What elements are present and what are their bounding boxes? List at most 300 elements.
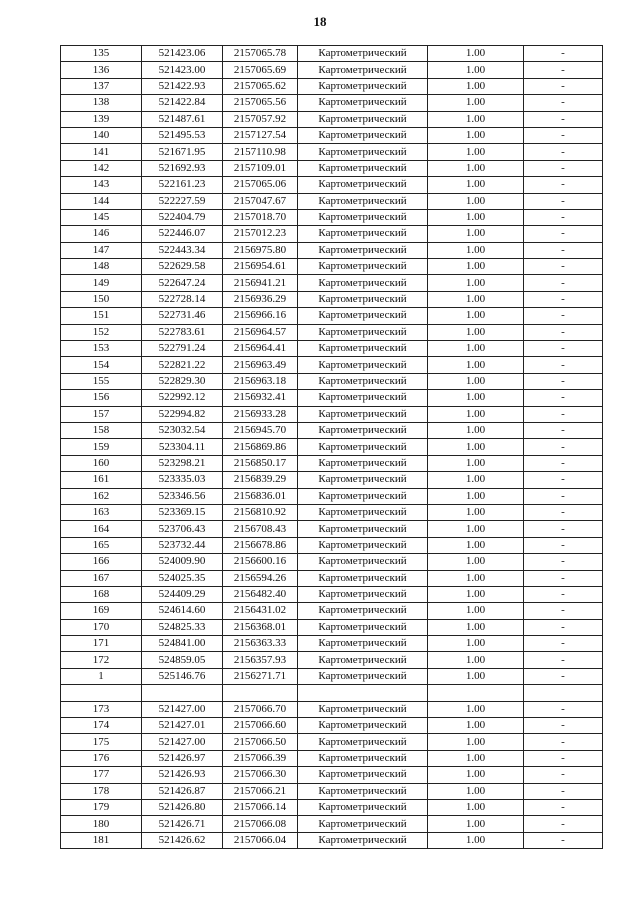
x-coordinate-cell: 522227.59 xyxy=(142,193,223,209)
x-coordinate-cell: 522446.07 xyxy=(142,226,223,242)
table-row xyxy=(61,488,603,504)
accuracy-cell: 1.00 xyxy=(428,652,524,668)
accuracy-cell: 1.00 xyxy=(428,439,524,455)
point-number-cell: 162 xyxy=(61,488,142,504)
accuracy-cell: 1.00 xyxy=(428,668,524,684)
description-cell: - xyxy=(524,718,603,734)
method-cell: Картометрический xyxy=(298,62,428,78)
point-number-cell: 163 xyxy=(61,504,142,520)
coordinates-table-body xyxy=(61,46,603,849)
x-coordinate-cell: 522783.61 xyxy=(142,324,223,340)
y-coordinate-cell: 2156963.18 xyxy=(223,373,298,389)
description-cell: - xyxy=(524,750,603,766)
table-row xyxy=(61,111,603,127)
x-coordinate-cell: 521422.84 xyxy=(142,95,223,111)
y-coordinate-cell: 2157065.56 xyxy=(223,95,298,111)
point-number-cell: 141 xyxy=(61,144,142,160)
method-cell: Картометрический xyxy=(298,111,428,127)
x-coordinate-cell: 521423.06 xyxy=(142,46,223,62)
method-cell: Картометрический xyxy=(298,242,428,258)
x-coordinate-cell: 522821.22 xyxy=(142,357,223,373)
accuracy-cell: 1.00 xyxy=(428,62,524,78)
method-cell: Картометрический xyxy=(298,46,428,62)
method-cell: Картометрический xyxy=(298,472,428,488)
point-number-cell: 153 xyxy=(61,341,142,357)
description-cell: - xyxy=(524,570,603,586)
x-coordinate-cell: 524025.35 xyxy=(142,570,223,586)
method-cell: Картометрический xyxy=(298,209,428,225)
point-number-cell: 168 xyxy=(61,586,142,602)
description-cell: - xyxy=(524,619,603,635)
x-coordinate-cell: 522443.34 xyxy=(142,242,223,258)
x-coordinate-cell: 522728.14 xyxy=(142,291,223,307)
x-coordinate-cell: 523032.54 xyxy=(142,422,223,438)
method-cell: Картометрический xyxy=(298,259,428,275)
x-coordinate-cell: 523732.44 xyxy=(142,537,223,553)
table-row xyxy=(61,439,603,455)
description-cell: - xyxy=(524,177,603,193)
y-coordinate-cell: 2156836.01 xyxy=(223,488,298,504)
method-cell: Картометрический xyxy=(298,291,428,307)
y-coordinate-cell: 2156945.70 xyxy=(223,422,298,438)
x-coordinate-cell: 523304.11 xyxy=(142,439,223,455)
x-coordinate-cell: 521426.71 xyxy=(142,816,223,832)
y-coordinate-cell: 2156975.80 xyxy=(223,242,298,258)
y-coordinate-cell: 2157066.39 xyxy=(223,750,298,766)
y-coordinate-cell: 2156964.41 xyxy=(223,341,298,357)
method-cell: Картометрический xyxy=(298,193,428,209)
method-cell: Картометрический xyxy=(298,226,428,242)
method-cell: Картометрический xyxy=(298,554,428,570)
accuracy-cell: 1.00 xyxy=(428,783,524,799)
description-cell: - xyxy=(524,603,603,619)
accuracy-cell: 1.00 xyxy=(428,504,524,520)
accuracy-cell: 1.00 xyxy=(428,209,524,225)
y-coordinate-cell: 2156954.61 xyxy=(223,259,298,275)
accuracy-cell: 1.00 xyxy=(428,259,524,275)
method-cell: Картометрический xyxy=(298,537,428,553)
accuracy-cell: 1.00 xyxy=(428,46,524,62)
point-number-cell: 152 xyxy=(61,324,142,340)
method-cell: Картометрический xyxy=(298,373,428,389)
point-number-cell: 165 xyxy=(61,537,142,553)
method-cell: Картометрический xyxy=(298,701,428,717)
description-cell: - xyxy=(524,78,603,94)
y-coordinate-cell: 2157109.01 xyxy=(223,160,298,176)
method-cell: Картометрический xyxy=(298,177,428,193)
x-coordinate-cell: 521423.00 xyxy=(142,62,223,78)
table-row xyxy=(61,357,603,373)
y-coordinate-cell: 2156869.86 xyxy=(223,439,298,455)
point-number-cell: 167 xyxy=(61,570,142,586)
method-cell: Картометрический xyxy=(298,718,428,734)
accuracy-cell: 1.00 xyxy=(428,816,524,832)
point-number-cell: 135 xyxy=(61,46,142,62)
accuracy-cell: 1.00 xyxy=(428,619,524,635)
table-row xyxy=(61,701,603,717)
x-coordinate-cell: 521671.95 xyxy=(142,144,223,160)
table-row xyxy=(61,95,603,111)
accuracy-cell: 1.00 xyxy=(428,177,524,193)
table-row xyxy=(61,799,603,815)
x-coordinate-cell: 521495.53 xyxy=(142,127,223,143)
description-cell: - xyxy=(524,668,603,684)
y-coordinate-cell: 2156600.16 xyxy=(223,554,298,570)
x-coordinate-cell: 523369.15 xyxy=(142,504,223,520)
accuracy-cell: 1.00 xyxy=(428,521,524,537)
table-row xyxy=(61,521,603,537)
description-cell: - xyxy=(524,46,603,62)
accuracy-cell: 1.00 xyxy=(428,636,524,652)
accuracy-cell: 1.00 xyxy=(428,144,524,160)
x-coordinate-cell: 525146.76 xyxy=(142,668,223,684)
y-coordinate-cell: 2156271.71 xyxy=(223,668,298,684)
method-cell: Картометрический xyxy=(298,799,428,815)
method-cell: Картометрический xyxy=(298,455,428,471)
y-coordinate-cell: 2157066.60 xyxy=(223,718,298,734)
x-coordinate-cell: 521427.00 xyxy=(142,734,223,750)
method-cell: Картометрический xyxy=(298,652,428,668)
method-cell: Картометрический xyxy=(298,619,428,635)
method-cell: Картометрический xyxy=(298,734,428,750)
y-coordinate-cell: 2156936.29 xyxy=(223,291,298,307)
table-row xyxy=(61,619,603,635)
accuracy-cell: 1.00 xyxy=(428,390,524,406)
y-coordinate-cell: 2156368.01 xyxy=(223,619,298,635)
y-coordinate-cell: 2157110.98 xyxy=(223,144,298,160)
description-cell: - xyxy=(524,783,603,799)
description-cell: - xyxy=(524,799,603,815)
y-coordinate-cell: 2157066.14 xyxy=(223,799,298,815)
accuracy-cell: 1.00 xyxy=(428,832,524,848)
description-cell: - xyxy=(524,193,603,209)
description-cell: - xyxy=(524,275,603,291)
point-number-cell: 151 xyxy=(61,308,142,324)
table-row xyxy=(61,816,603,832)
point-number-cell: 146 xyxy=(61,226,142,242)
method-cell: Картометрический xyxy=(298,341,428,357)
table-row xyxy=(61,78,603,94)
accuracy-cell: 1.00 xyxy=(428,111,524,127)
coordinates-table xyxy=(60,45,603,849)
y-coordinate-cell: 2157065.62 xyxy=(223,78,298,94)
description-cell: - xyxy=(524,341,603,357)
description-cell: - xyxy=(524,357,603,373)
y-coordinate-cell: 2156363.33 xyxy=(223,636,298,652)
table-row xyxy=(61,783,603,799)
description-cell: - xyxy=(524,652,603,668)
point-number-cell: 149 xyxy=(61,275,142,291)
table-row xyxy=(61,668,603,684)
table-row xyxy=(61,636,603,652)
point-number-cell: 164 xyxy=(61,521,142,537)
description-cell: - xyxy=(524,160,603,176)
description-cell: - xyxy=(524,488,603,504)
point-number-cell: 171 xyxy=(61,636,142,652)
table-row xyxy=(61,291,603,307)
method-cell xyxy=(298,685,428,701)
point-number-cell: 175 xyxy=(61,734,142,750)
description-cell: - xyxy=(524,537,603,553)
x-coordinate-cell: 521427.00 xyxy=(142,701,223,717)
y-coordinate-cell: 2156839.29 xyxy=(223,472,298,488)
table-row xyxy=(61,46,603,62)
x-coordinate-cell: 521487.61 xyxy=(142,111,223,127)
point-number-cell: 174 xyxy=(61,718,142,734)
description-cell: - xyxy=(524,390,603,406)
y-coordinate-cell: 2156850.17 xyxy=(223,455,298,471)
y-coordinate-cell: 2157066.04 xyxy=(223,832,298,848)
table-row xyxy=(61,652,603,668)
point-number-cell: 179 xyxy=(61,799,142,815)
x-coordinate-cell: 522647.24 xyxy=(142,275,223,291)
description-cell: - xyxy=(524,734,603,750)
table-row xyxy=(61,570,603,586)
table-row xyxy=(61,472,603,488)
description-cell: - xyxy=(524,521,603,537)
point-number-cell: 161 xyxy=(61,472,142,488)
point-number-cell: 138 xyxy=(61,95,142,111)
description-cell: - xyxy=(524,554,603,570)
x-coordinate-cell: 521426.80 xyxy=(142,799,223,815)
y-coordinate-cell: 2156963.49 xyxy=(223,357,298,373)
accuracy-cell: 1.00 xyxy=(428,537,524,553)
y-coordinate-cell: 2156431.02 xyxy=(223,603,298,619)
description-cell: - xyxy=(524,504,603,520)
method-cell: Картометрический xyxy=(298,308,428,324)
accuracy-cell: 1.00 xyxy=(428,308,524,324)
description-cell: - xyxy=(524,95,603,111)
method-cell: Картометрический xyxy=(298,406,428,422)
point-number-cell: 154 xyxy=(61,357,142,373)
x-coordinate-cell: 521426.93 xyxy=(142,767,223,783)
accuracy-cell: 1.00 xyxy=(428,373,524,389)
table-row xyxy=(61,406,603,422)
accuracy-cell: 1.00 xyxy=(428,603,524,619)
table-row xyxy=(61,259,603,275)
table-row xyxy=(61,62,603,78)
description-cell: - xyxy=(524,291,603,307)
point-number-cell: 140 xyxy=(61,127,142,143)
x-coordinate-cell: 524009.90 xyxy=(142,554,223,570)
table-row xyxy=(61,586,603,602)
table-row xyxy=(61,275,603,291)
point-number-cell: 166 xyxy=(61,554,142,570)
y-coordinate-cell: 2157065.06 xyxy=(223,177,298,193)
description-cell: - xyxy=(524,111,603,127)
method-cell: Картометрический xyxy=(298,586,428,602)
y-coordinate-cell: 2157066.50 xyxy=(223,734,298,750)
y-coordinate-cell: 2156810.92 xyxy=(223,504,298,520)
y-coordinate-cell: 2156932.41 xyxy=(223,390,298,406)
y-coordinate-cell xyxy=(223,685,298,701)
point-number-cell: 159 xyxy=(61,439,142,455)
x-coordinate-cell: 523346.56 xyxy=(142,488,223,504)
point-number-cell: 136 xyxy=(61,62,142,78)
x-coordinate-cell: 522731.46 xyxy=(142,308,223,324)
table-row xyxy=(61,554,603,570)
description-cell xyxy=(524,685,603,701)
point-number-cell: 147 xyxy=(61,242,142,258)
table-row xyxy=(61,341,603,357)
point-number-cell: 181 xyxy=(61,832,142,848)
point-number-cell: 148 xyxy=(61,259,142,275)
description-cell: - xyxy=(524,62,603,78)
method-cell: Картометрический xyxy=(298,439,428,455)
y-coordinate-cell: 2156966.16 xyxy=(223,308,298,324)
y-coordinate-cell: 2156933.28 xyxy=(223,406,298,422)
method-cell: Картометрический xyxy=(298,488,428,504)
method-cell: Картометрический xyxy=(298,603,428,619)
table-row xyxy=(61,324,603,340)
x-coordinate-cell: 524841.00 xyxy=(142,636,223,652)
x-coordinate-cell: 523335.03 xyxy=(142,472,223,488)
y-coordinate-cell: 2156594.26 xyxy=(223,570,298,586)
method-cell: Картометрический xyxy=(298,95,428,111)
y-coordinate-cell: 2156482.40 xyxy=(223,586,298,602)
x-coordinate-cell: 522629.58 xyxy=(142,259,223,275)
accuracy-cell: 1.00 xyxy=(428,701,524,717)
x-coordinate-cell: 523298.21 xyxy=(142,455,223,471)
y-coordinate-cell: 2157066.30 xyxy=(223,767,298,783)
x-coordinate-cell: 521426.87 xyxy=(142,783,223,799)
point-number-cell: 156 xyxy=(61,390,142,406)
description-cell: - xyxy=(524,586,603,602)
table-row xyxy=(61,242,603,258)
description-cell: - xyxy=(524,324,603,340)
accuracy-cell: 1.00 xyxy=(428,734,524,750)
accuracy-cell: 1.00 xyxy=(428,275,524,291)
accuracy-cell: 1.00 xyxy=(428,406,524,422)
y-coordinate-cell: 2156964.57 xyxy=(223,324,298,340)
method-cell: Картометрический xyxy=(298,521,428,537)
point-number-cell: 169 xyxy=(61,603,142,619)
table-row xyxy=(61,767,603,783)
y-coordinate-cell: 2156708.43 xyxy=(223,521,298,537)
accuracy-cell: 1.00 xyxy=(428,95,524,111)
point-number-cell: 155 xyxy=(61,373,142,389)
point-number-cell: 137 xyxy=(61,78,142,94)
method-cell: Картометрический xyxy=(298,767,428,783)
table-row xyxy=(61,685,603,701)
x-coordinate-cell: 522791.24 xyxy=(142,341,223,357)
method-cell: Картометрический xyxy=(298,78,428,94)
point-number-cell: 145 xyxy=(61,209,142,225)
x-coordinate-cell: 524409.29 xyxy=(142,586,223,602)
y-coordinate-cell: 2156678.86 xyxy=(223,537,298,553)
accuracy-cell: 1.00 xyxy=(428,226,524,242)
method-cell: Картометрический xyxy=(298,160,428,176)
description-cell: - xyxy=(524,439,603,455)
method-cell: Картометрический xyxy=(298,275,428,291)
method-cell: Картометрический xyxy=(298,127,428,143)
table-row xyxy=(61,422,603,438)
description-cell: - xyxy=(524,259,603,275)
y-coordinate-cell: 2157018.70 xyxy=(223,209,298,225)
point-number-cell: 1 xyxy=(61,668,142,684)
y-coordinate-cell: 2157065.69 xyxy=(223,62,298,78)
accuracy-cell: 1.00 xyxy=(428,799,524,815)
table-row xyxy=(61,193,603,209)
accuracy-cell: 1.00 xyxy=(428,78,524,94)
point-number-cell: 139 xyxy=(61,111,142,127)
x-coordinate-cell: 521426.62 xyxy=(142,832,223,848)
point-number-cell: 143 xyxy=(61,177,142,193)
method-cell: Картометрический xyxy=(298,668,428,684)
accuracy-cell: 1.00 xyxy=(428,127,524,143)
x-coordinate-cell xyxy=(142,685,223,701)
description-cell: - xyxy=(524,767,603,783)
method-cell: Картометрический xyxy=(298,390,428,406)
table-row xyxy=(61,750,603,766)
page-number: 18 xyxy=(313,14,327,29)
table-row xyxy=(61,226,603,242)
description-cell: - xyxy=(524,422,603,438)
accuracy-cell: 1.00 xyxy=(428,750,524,766)
point-number-cell: 158 xyxy=(61,422,142,438)
x-coordinate-cell: 521422.93 xyxy=(142,78,223,94)
accuracy-cell: 1.00 xyxy=(428,570,524,586)
description-cell: - xyxy=(524,242,603,258)
accuracy-cell: 1.00 xyxy=(428,554,524,570)
x-coordinate-cell: 524825.33 xyxy=(142,619,223,635)
y-coordinate-cell: 2157047.67 xyxy=(223,193,298,209)
description-cell: - xyxy=(524,701,603,717)
method-cell: Картометрический xyxy=(298,832,428,848)
point-number-cell: 170 xyxy=(61,619,142,635)
point-number-cell: 172 xyxy=(61,652,142,668)
table-row xyxy=(61,390,603,406)
accuracy-cell: 1.00 xyxy=(428,160,524,176)
method-cell: Картометрический xyxy=(298,570,428,586)
accuracy-cell: 1.00 xyxy=(428,324,524,340)
description-cell: - xyxy=(524,406,603,422)
x-coordinate-cell: 521427.01 xyxy=(142,718,223,734)
x-coordinate-cell: 522404.79 xyxy=(142,209,223,225)
y-coordinate-cell: 2157066.08 xyxy=(223,816,298,832)
x-coordinate-cell: 522161.23 xyxy=(142,177,223,193)
method-cell: Картометрический xyxy=(298,357,428,373)
description-cell: - xyxy=(524,127,603,143)
accuracy-cell: 1.00 xyxy=(428,422,524,438)
point-number-cell: 160 xyxy=(61,455,142,471)
table-row xyxy=(61,373,603,389)
method-cell: Картометрический xyxy=(298,783,428,799)
accuracy-cell: 1.00 xyxy=(428,718,524,734)
method-cell: Картометрический xyxy=(298,750,428,766)
description-cell: - xyxy=(524,636,603,652)
x-coordinate-cell: 521426.97 xyxy=(142,750,223,766)
y-coordinate-cell: 2156941.21 xyxy=(223,275,298,291)
method-cell: Картометрический xyxy=(298,324,428,340)
description-cell: - xyxy=(524,816,603,832)
table-row xyxy=(61,177,603,193)
table-row xyxy=(61,455,603,471)
x-coordinate-cell: 523706.43 xyxy=(142,521,223,537)
point-number-cell: 150 xyxy=(61,291,142,307)
method-cell: Картометрический xyxy=(298,504,428,520)
y-coordinate-cell: 2157066.70 xyxy=(223,701,298,717)
description-cell: - xyxy=(524,455,603,471)
y-coordinate-cell: 2157065.78 xyxy=(223,46,298,62)
description-cell: - xyxy=(524,472,603,488)
table-row xyxy=(61,209,603,225)
point-number-cell: 173 xyxy=(61,701,142,717)
y-coordinate-cell: 2157066.21 xyxy=(223,783,298,799)
description-cell: - xyxy=(524,226,603,242)
accuracy-cell xyxy=(428,685,524,701)
point-number-cell: 142 xyxy=(61,160,142,176)
